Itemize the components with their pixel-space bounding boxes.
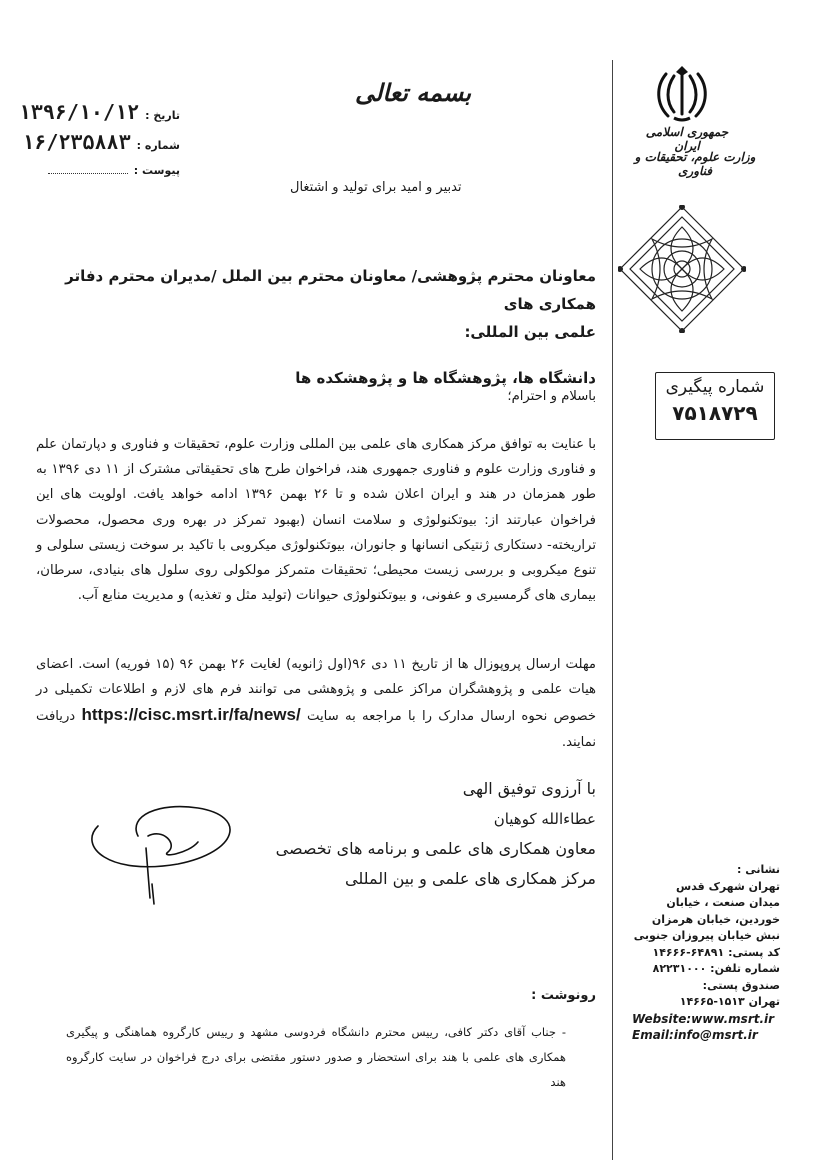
- paragraph-priorities: با عنایت به توافق مرکز همکاری های علمی بین المللی وزارت علوم، تحقیقات و فناوری و دپارتمان علم و فناوری وزارت علوم و فناوری جمهوری هند، فراخوان طرح های تحقیقاتی مشترک از ۱۱ دی ۱۳۹۶ به طور همزمان در هند و ایران اعلان شده و تا ۲۶ بهمن ۱۳۹۶ ادامه خواهد یافت. اولویت های این فراخوان عبارتند از: بیوتکنولوژی و سلامت انسان (بهبود تمرکز در بهره وری محصول، محصولات تراریخته- دستکاری ژنتیکی انسانها و جانوران، بیوتکنولوژی میکروبی با تاکید بر سوخت زیستی سلولی و تنوع میکروبی و بررسی زیست محیطی؛ تحقیقات متمرکز مولکولی روی سلول های بنیادی، سرطان، بیماری های گرمسیری و عفونی، و بیوتکنولوژی حیوانات (تولید مثل و تغذیه) و مدیریت منابع آب.: [36, 437, 597, 604]
- paragraph-deadline-text: مهلت ارسال پروپوزال ها از تاریخ ۱۱ دی ۹۶(اول ژانویه) لغایت ۲۶ بهمن ۹۶ (۱۵ فوریه) است. اعضای هیات علمی و پژوهشگران مراکز علمی و پژوهشی می توانند فرم های لازم و اطلاعات تکمیلی در خصوص نحوه ارسال مدارک را با مراجعه به سایت: [36, 657, 596, 725]
- ornament-icon: [618, 205, 746, 333]
- signatory-office: مرکز همکاری های علمی و بین المللی: [345, 869, 596, 888]
- addressee-block: [36, 262, 596, 392]
- address-block: [632, 862, 780, 1044]
- greeting: باسلام و احترام؛: [507, 389, 596, 404]
- cc-title: رونوشت :: [531, 988, 596, 1003]
- attachment-blank: [48, 163, 128, 174]
- tracking-number: ۷۵۱۸۷۲۹: [672, 401, 758, 425]
- attachment-label: پیوست :: [133, 164, 180, 177]
- cisc-website-link[interactable]: https://cisc.msrt.ir/fa/news/: [81, 705, 301, 725]
- tracking-box: [655, 372, 775, 440]
- address-phone: شماره تلفن: ۸۲۲۳۱۰۰۰: [652, 962, 780, 975]
- attachment-row: [40, 163, 180, 177]
- address-pobox-label: صندوق پستی:: [702, 978, 780, 992]
- slogan: تدبیر و امید برای تولید و اشتغال: [290, 180, 462, 195]
- address-label: نشانی :: [737, 863, 780, 876]
- ministry-country: جمهوری اسلامی ایران: [645, 125, 729, 153]
- number-label: شماره :: [136, 139, 180, 152]
- cc-text: - جناب آقای دکتر کافی، رییس محترم دانشگاه فردوسی مشهد و رییس کارگروه هماهنگی و پیگیری همکاری های علمی با هند برای استحضار و صدور دستور مقتضی برای درج فراخوان در سایت کارگروه هند: [66, 1025, 566, 1089]
- address-pobox: تهران ۱۵۱۳-۱۴۶۶۵: [679, 995, 780, 1008]
- addressee-line1: معاونان محترم پژوهشی/ معاونان محترم بین الملل /مدیران محترم دفاتر همکاری های: [65, 267, 596, 313]
- paragraph-deadline-end: دریافت نمایند.: [36, 709, 596, 750]
- iran-emblem-icon: [652, 66, 712, 124]
- address-line: خوردین، خیابان هرمزان: [651, 912, 780, 926]
- address-line: نبش خیابان پیروزان جنوبی: [633, 929, 780, 942]
- handwritten-signature-icon: [68, 786, 258, 906]
- date-row: [18, 100, 180, 124]
- ministry-name: وزارت علوم، تحقیقات و فناوری: [634, 150, 756, 178]
- address-line: تهران شهرک قدس: [676, 879, 780, 893]
- signatory-name: عطاءالله کوهیان: [493, 810, 596, 828]
- date-label: تاریخ :: [145, 109, 180, 122]
- signatory-title: معاون همکاری های علمی و برنامه های تخصصی: [275, 839, 596, 858]
- vertical-divider: [612, 60, 613, 1160]
- email-link[interactable]: Email:info@msrt.ir: [632, 1028, 758, 1042]
- address-postal-code: کد پستی: ۶۴۸۹۱-۱۴۶۶۶: [652, 945, 780, 959]
- date-value: ۱۳۹۶/۱۰/۱۲: [18, 100, 140, 124]
- number-value: ۱۶/۲۳۵۸۸۳: [22, 130, 131, 154]
- website-link[interactable]: Website:www.msrt.ir: [632, 1011, 775, 1026]
- bismillah-heading: بسمه تعالی: [355, 78, 472, 107]
- address-line: میدان صنعت ، خیابان: [666, 896, 780, 909]
- signature-block: [276, 774, 596, 894]
- addressee-line3: دانشگاه ها، پژوهشگاه ها و پژوهشکده ها: [295, 369, 596, 387]
- addressee-line2: علمی بین المللی:: [464, 323, 596, 341]
- tracking-label: شماره پیگیری: [665, 377, 765, 397]
- signature-closing: با آرزوی توفیق الهی: [462, 779, 596, 798]
- number-row: [22, 130, 180, 154]
- paragraph-deadline: [36, 652, 596, 755]
